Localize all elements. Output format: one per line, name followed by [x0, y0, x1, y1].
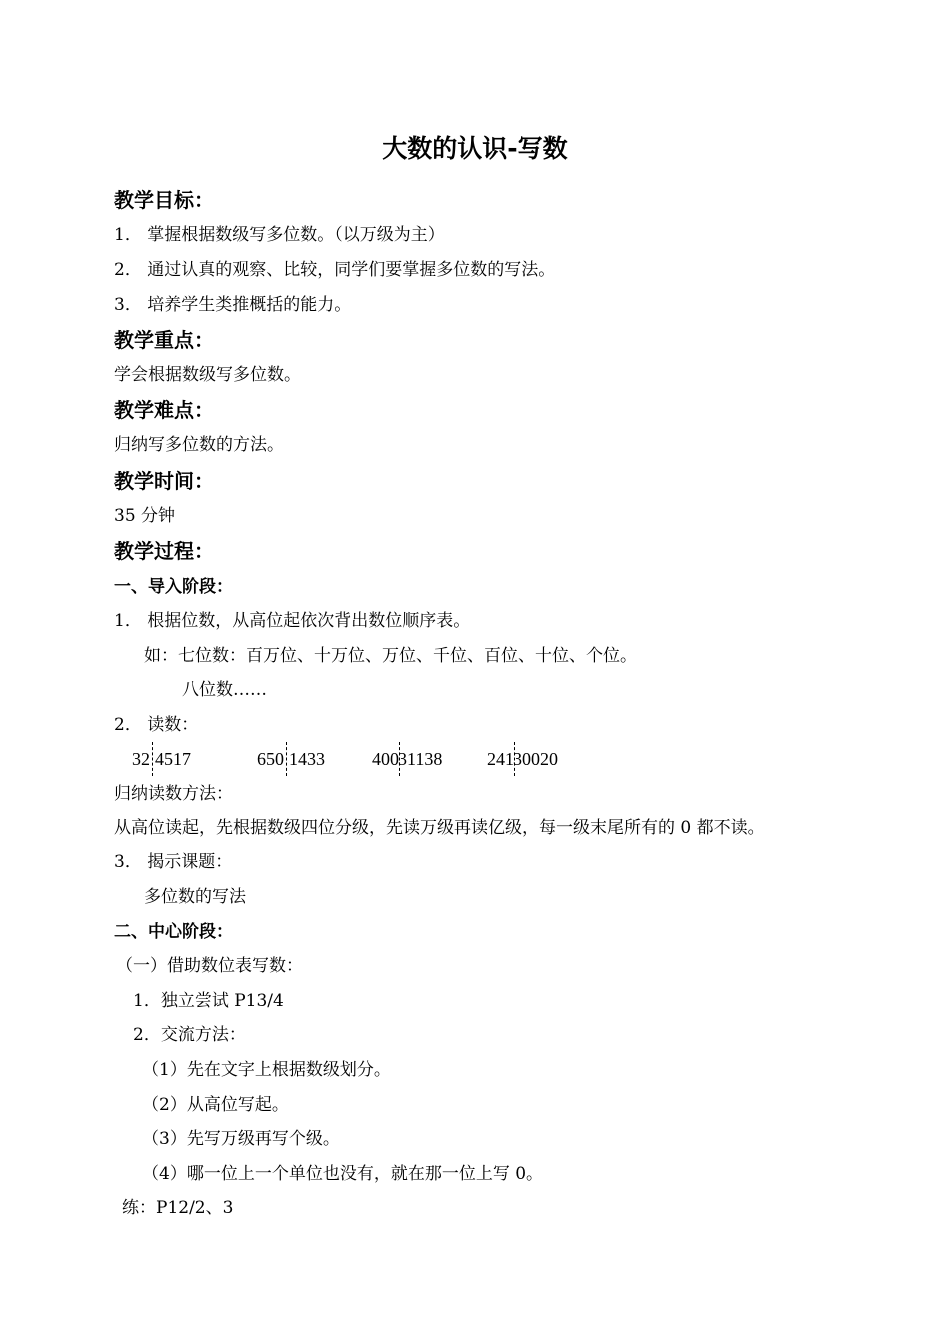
method-step: （1）先在文字上根据数级划分。 [142, 1060, 391, 1080]
number-part: 1433 [289, 749, 325, 769]
number-part: 32 [132, 749, 150, 769]
difficulty-heading: 教学难点： [114, 398, 214, 422]
number-part: 30020 [513, 749, 558, 769]
lesson-topic: 多位数的写法 [144, 887, 246, 907]
process-heading: 教学过程： [114, 539, 214, 563]
objective-item: 3． 培养学生类推概括的能力。 [114, 295, 352, 315]
objective-item: 1． 掌握根据数级写多位数。（以万级为主） [114, 225, 445, 245]
difficulty-text: 归纳写多位数的方法。 [114, 435, 284, 455]
number-group [487, 746, 558, 772]
duration-heading: 教学时间： [114, 469, 214, 493]
stage1-example1: 如：七位数：百万位、十万位、万位、千位、百位、十位、个位。 [144, 646, 637, 666]
number-group [132, 746, 191, 772]
stage2-heading: 二、中心阶段： [114, 922, 233, 942]
objectives-heading: 教学目标： [114, 188, 214, 212]
method-text: 从高位读起，先根据数级四位分级，先读万级再读亿级，每一级末尾所有的 0 都不读。 [114, 818, 765, 838]
number-part: 31138 [398, 749, 443, 769]
number-part: 400 [372, 749, 399, 769]
divider-line [286, 742, 287, 776]
divider-line [514, 742, 515, 776]
key-point-heading: 教学重点： [114, 328, 214, 352]
number-part: 241 [487, 749, 514, 769]
stage2-sub1: （一）借助数位表写数： [116, 956, 303, 976]
document-title: 大数的认识-写数 [382, 134, 568, 163]
stage1-step2: 2． 读数： [114, 715, 199, 735]
divider-line [399, 742, 400, 776]
method-heading: 归纳读数方法： [114, 784, 233, 804]
stage1-step1: 1． 根据位数，从高位起依次背出数位顺序表。 [114, 611, 471, 631]
number-part: 650 [257, 749, 284, 769]
method-step: （2）从高位写起。 [142, 1095, 289, 1115]
number-part: 4517 [155, 749, 191, 769]
method-step: （3）先写万级再写个级。 [142, 1129, 340, 1149]
stage2-item2: 2．交流方法： [133, 1025, 246, 1045]
duration-text: 35 分钟 [114, 506, 176, 526]
stage1-step3: 3． 揭示课题： [114, 852, 233, 872]
divider-line [152, 742, 153, 776]
number-group [257, 746, 325, 772]
number-group [372, 746, 442, 772]
objective-item: 2． 通过认真的观察、比较，同学们要掌握多位数的写法。 [114, 260, 556, 280]
practice-text: 练：P12/2、3 [122, 1198, 234, 1218]
key-point-text: 学会根据数级写多位数。 [114, 365, 301, 385]
stage1-heading: 一、导入阶段： [114, 577, 233, 597]
stage2-item1: 1．独立尝试 P13/4 [133, 991, 284, 1011]
method-step: （4）哪一位上一个单位也没有，就在那一位上写 0。 [142, 1164, 544, 1184]
stage1-example2: 八位数…… [182, 680, 267, 700]
